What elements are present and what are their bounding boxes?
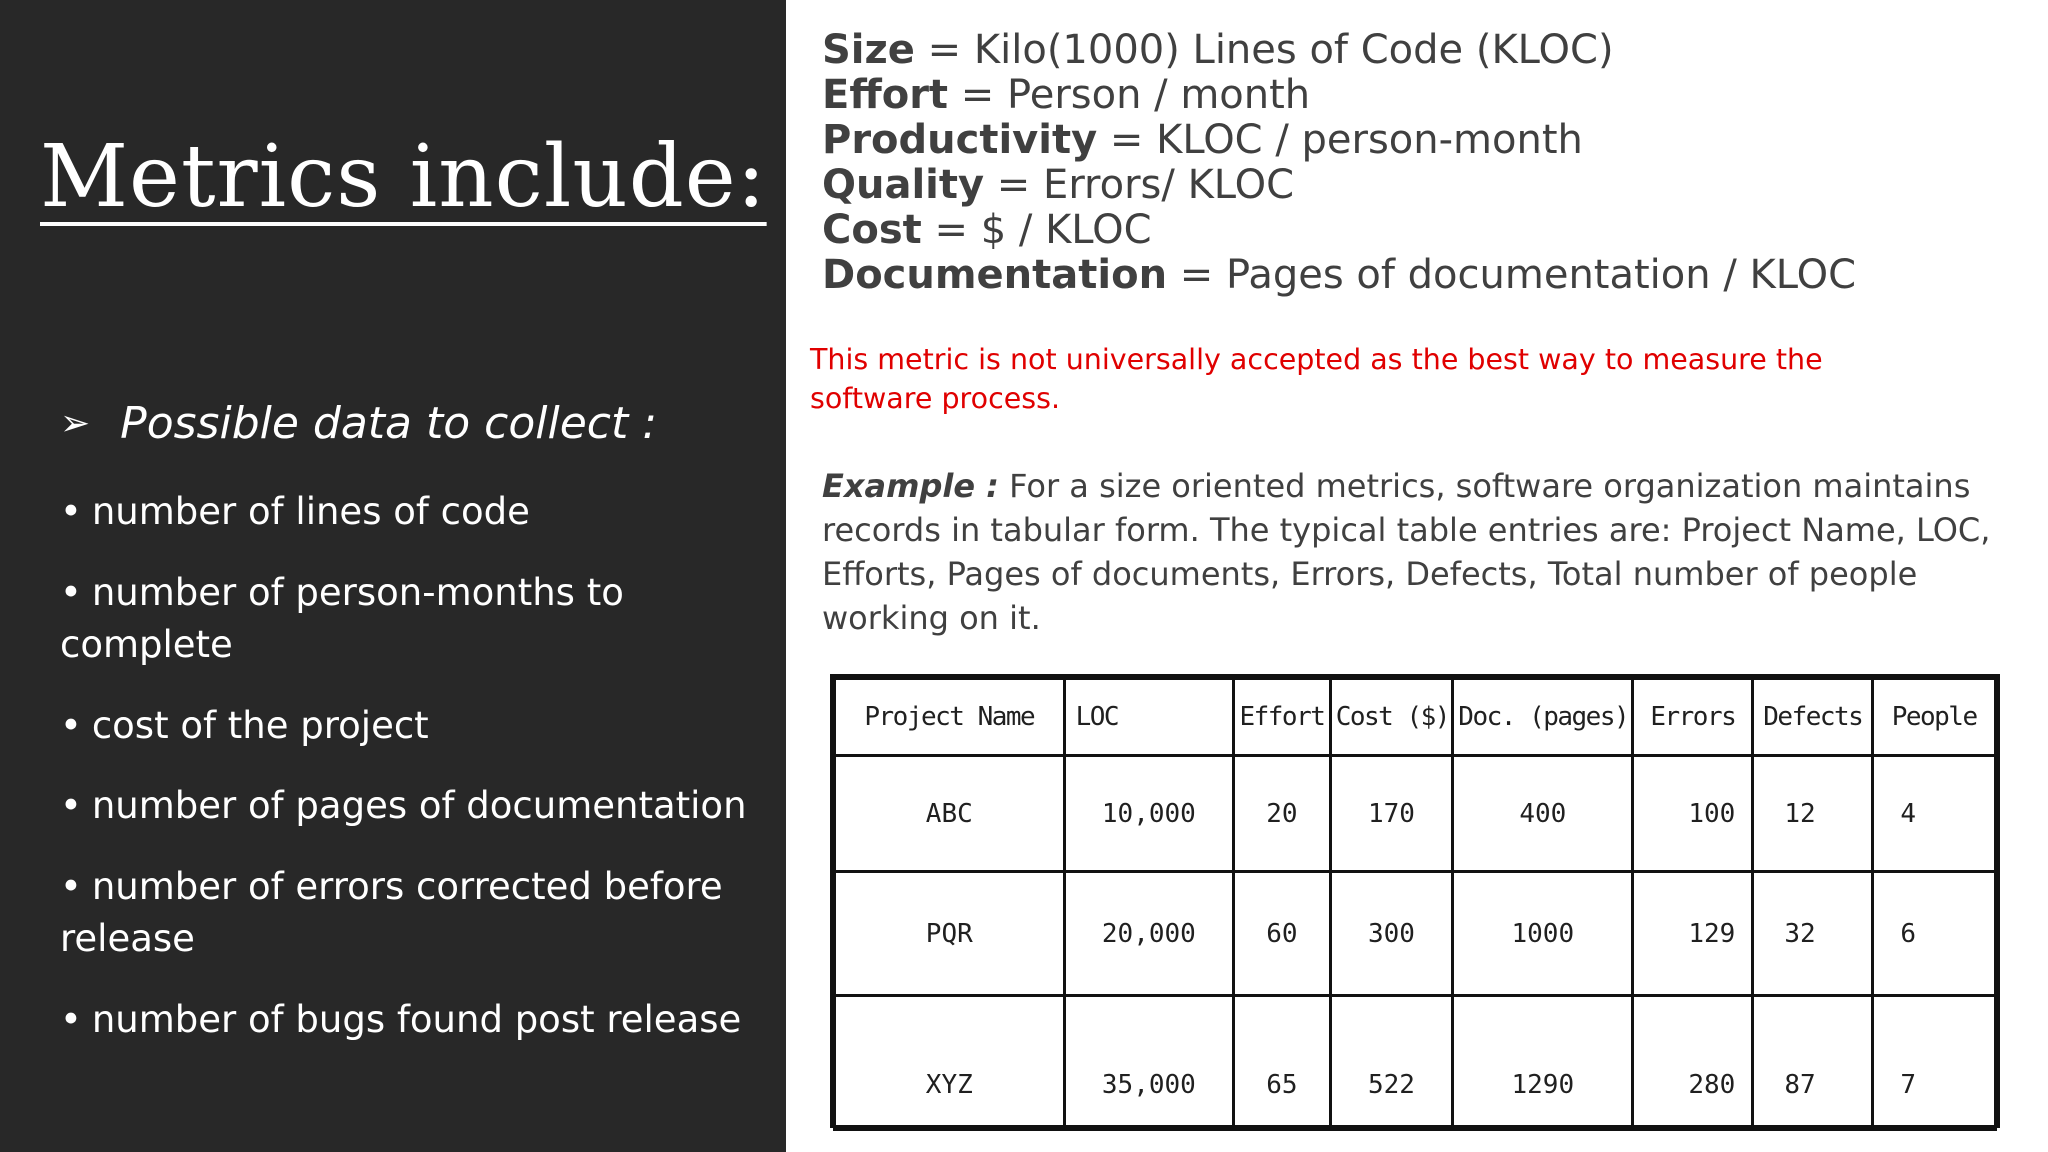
bullet-icon: • (60, 570, 82, 614)
caution-note: This metric is not universally accepted as the best way to measure the software process. (810, 343, 1823, 415)
definition-cost (822, 208, 1856, 253)
table-cell: 400 (1453, 756, 1633, 872)
list-item-text: cost of the project (91, 703, 429, 747)
slide-title: Metrics include: (40, 127, 767, 227)
subheading-text: Possible data to collect : (120, 398, 658, 449)
table-cell: 1000 (1453, 872, 1633, 996)
subheading (60, 398, 657, 449)
definition-effort (822, 73, 1856, 118)
definition-productivity (822, 118, 1856, 163)
table-cell: 20 (1234, 756, 1331, 872)
definition-value: = $ / KLOC (921, 207, 1152, 253)
list-item (60, 780, 760, 833)
column-header: Effort (1234, 679, 1331, 756)
definition-term: Documentation (822, 252, 1168, 298)
example-paragraph (822, 464, 2022, 640)
definition-size (822, 28, 1856, 73)
metric-definitions (822, 28, 1856, 298)
table-cell: ABC (835, 756, 1065, 872)
definition-term: Effort (822, 72, 949, 118)
table-header-row (835, 679, 1996, 756)
table-cell: 300 (1330, 872, 1453, 996)
list-item (60, 567, 760, 672)
arrowhead-bullet-icon: ➢ (60, 403, 91, 444)
table-row (835, 872, 1996, 996)
definition-term: Productivity (822, 117, 1098, 163)
table-cell: 87 (1753, 996, 1873, 1130)
bullet-icon: • (60, 997, 82, 1041)
table-cell: 7 (1873, 996, 1996, 1130)
table-cell: 100 (1633, 756, 1753, 872)
table-cell: 60 (1234, 872, 1331, 996)
data-bullet-list (60, 486, 760, 1074)
table-cell: 170 (1330, 756, 1453, 872)
definition-documentation (822, 253, 1856, 298)
table-cell: 20,000 (1064, 872, 1234, 996)
table-cell: 129 (1633, 872, 1753, 996)
table-cell: 280 (1633, 996, 1753, 1130)
column-header: Project Name (835, 679, 1065, 756)
table-cell: 1290 (1453, 996, 1633, 1130)
table-cell: 32 (1753, 872, 1873, 996)
definition-value: = Errors/ KLOC (984, 162, 1295, 208)
table-cell: 35,000 (1064, 996, 1234, 1130)
definition-value: = Kilo(1000) Lines of Code (KLOC) (914, 27, 1614, 73)
definition-term: Cost (822, 207, 922, 253)
table-row (835, 756, 1996, 872)
table-cell: XYZ (835, 996, 1065, 1130)
column-header: Errors (1633, 679, 1753, 756)
list-item (60, 486, 760, 539)
table-cell: 4 (1873, 756, 1996, 872)
list-item-text: number of bugs found post release (91, 997, 742, 1041)
bullet-icon: • (60, 490, 82, 533)
list-item-text: number of lines of code (91, 490, 530, 533)
definition-quality (822, 163, 1856, 208)
column-header: People (1873, 679, 1996, 756)
definition-value: = Pages of documentation / KLOC (1167, 252, 1857, 298)
bullet-icon: • (60, 784, 82, 828)
list-item (60, 994, 760, 1047)
example-text: For a size oriented metrics, software organization maintains records in tabular form. The typical table entries are: Project Name, LOC, Efforts, Pages of documents, Errors, Defects, Total number of people working on it. (822, 467, 1991, 637)
table-cell: 522 (1330, 996, 1453, 1130)
table-cell: 10,000 (1064, 756, 1234, 872)
column-header: LOC (1064, 679, 1234, 756)
column-header: Defects (1753, 679, 1873, 756)
metrics-table-container (830, 674, 2000, 1128)
column-header: Cost ($) (1330, 679, 1453, 756)
definition-value: = Person / month (948, 72, 1311, 118)
table-cell: 12 (1753, 756, 1873, 872)
list-item (60, 861, 760, 966)
right-panel (786, 0, 2048, 1152)
metrics-table (833, 677, 1997, 1131)
column-header: Doc. (pages) (1453, 679, 1633, 756)
definition-value: = KLOC / person-month (1097, 117, 1583, 163)
bullet-icon: • (60, 864, 82, 908)
definition-term: Size (822, 27, 915, 73)
table-cell: 6 (1873, 872, 1996, 996)
table-cell: 65 (1234, 996, 1331, 1130)
list-item-text: number of pages of documentation (91, 784, 747, 828)
definition-term: Quality (822, 162, 985, 208)
table-row (835, 996, 1996, 1130)
list-item-text: number of errors corrected before release (60, 864, 723, 961)
bullet-icon: • (60, 703, 82, 747)
list-item (60, 700, 760, 753)
left-panel (0, 0, 786, 1152)
table-cell: PQR (835, 872, 1065, 996)
example-label: Example : (822, 467, 999, 505)
list-item-text: number of person-months to complete (60, 570, 624, 667)
